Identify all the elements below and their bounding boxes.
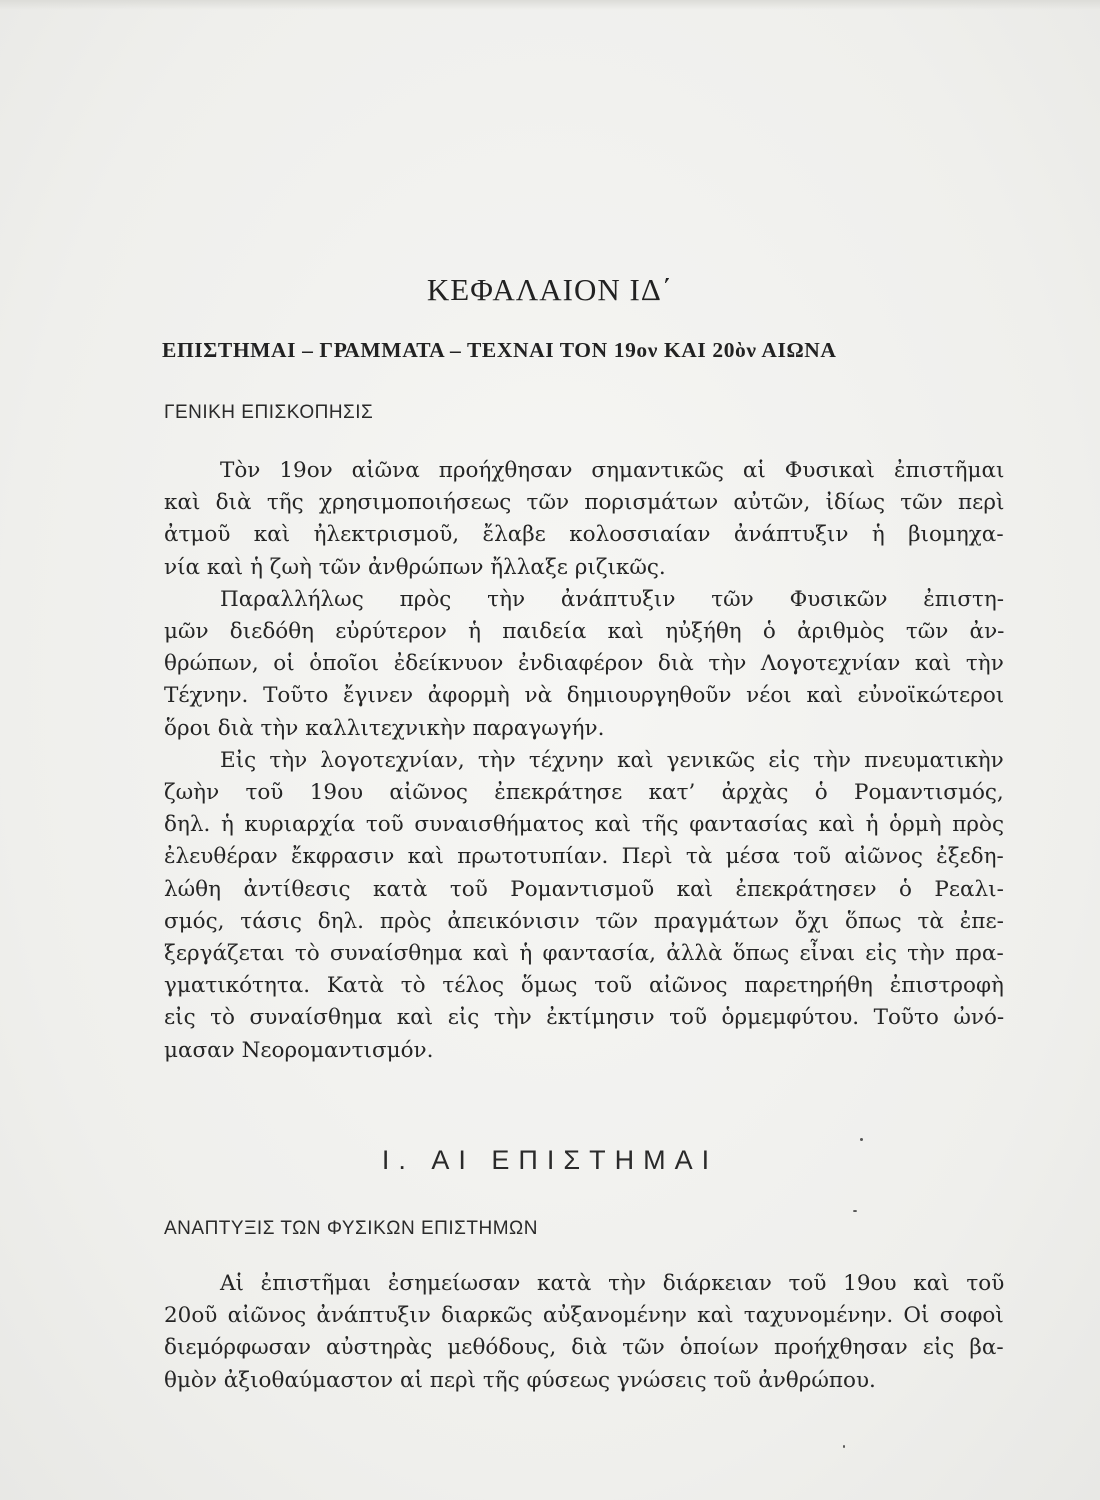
text-line: εἰς τὸ συναίσθημα καὶ εἰς τὴν ἐκτίμησιν τοῦ ὁρμεμφύτου. Τοῦτο ὠνό-	[164, 1005, 1005, 1031]
text-line: Αἱ ἐπιστῆμαι ἐσημείωσαν κατὰ τὴν διάρκειαν τοῦ 19ου καὶ τοῦ	[220, 1271, 1005, 1296]
text-line: 20οῦ αἰῶνος ἀνάπτυξιν διαρκῶς αὐξανομένην καὶ ταχυνομένην. Οἱ σοφοὶ	[164, 1303, 1004, 1329]
text-line: ἐλευθέραν ἔκφρασιν καὶ πρωτοτυπίαν. Περὶ τὰ μέσα τοῦ αἰῶνος ἐξεδη-	[164, 844, 1004, 870]
text-line: λώθη ἀντίθεσις κατὰ τοῦ Ρομαντισμοῦ καὶ ἐπεκράτησεν ὁ Ρεαλι-	[164, 876, 1004, 902]
overview-paragraph-1	[164, 455, 1004, 584]
overview-heading: ΓΕΝΙΚΗ ΕΠΙΣΚΟΠΗΣΙΣ	[164, 402, 374, 423]
text-line: Παραλλήλως πρὸς τὴν ἀνάπτυξιν τῶν Φυσικῶν ἐπιστη-	[220, 586, 1005, 612]
overview-paragraph-2	[164, 584, 1004, 745]
text-line: ὅροι διὰ τὴν καλλιτεχνικὴν παραγωγήν.	[164, 715, 605, 741]
text-line: θμὸν ἀξιοθαύμαστον αἱ περὶ τῆς φύσεως γνώσεις τοῦ ἀνθρώπου.	[164, 1367, 876, 1393]
overview-paragraph-3	[164, 745, 1004, 1067]
page-top-edge	[0, 0, 1100, 10]
text-line: Τὸν 19ον αἰῶνα προήχθησαν σημαντικῶς αἱ Φυσικαὶ ἐπιστῆμαι	[220, 458, 1005, 483]
print-speck	[853, 1210, 857, 1212]
text-line: νία καὶ ἡ ζωὴ τῶν ἀνθρώπων ἤλλαξε ριζικῶς.	[164, 554, 666, 580]
chapter-title: ΚΕΦΑΛΑΙΟΝ ΙΔ΄	[426, 272, 674, 307]
section-paragraph	[164, 1268, 1004, 1397]
text-line: ξεργάζεται τὸ συναίσθημα καὶ ἡ φαντασία, ἀλλὰ ὅπως εἶναι εἰς τὴν πρα-	[164, 941, 1004, 967]
text-line: Τέχνην. Τοῦτο ἔγινεν ἀφορμὴ νὰ δημιουργηθοῦν νέοι καὶ εὐνοϊκώτεροι	[164, 683, 1005, 709]
section-text	[164, 1268, 1004, 1397]
print-speck	[860, 1138, 863, 1141]
text-line: ἀτμοῦ καὶ ἠλεκτρισμοῦ, ἔλαβε κολοσσιαίαν ἀνάπτυξιν ἡ βιομηχα-	[164, 522, 1004, 548]
chapter-subtitle: ΕΠΙΣΤΗΜΑΙ – ΓΡΑΜΜΑΤΑ – ΤΕΧΝΑΙ ΤΟΝ 19ον ΚΑΙ 20ὸν ΑΙΩΝΑ	[162, 338, 837, 362]
text-line: θρώπων, οἱ ὁποῖοι ἐδείκνυον ἐνδιαφέρον διὰ τὴν Λογοτεχνίαν καὶ τὴν	[164, 651, 1004, 677]
text-line: Εἰς τὴν λογοτεχνίαν, τὴν τέχνην καὶ γενικῶς εἰς τὴν πνευματικὴν	[220, 747, 1004, 773]
text-line: μασαν Νεορομαντισμόν.	[164, 1037, 434, 1063]
section-heading: ΑΝΑΠΤΥΞΙΣ ΤΩΝ ΦΥΣΙΚΩΝ ΕΠΙΣΤΗΜΩΝ	[164, 1218, 538, 1239]
section-title: I. ΑΙ ΕΠΙΣΤΗΜΑΙ	[381, 1145, 719, 1175]
text-line: διεμόρφωσαν αὐστηρὰς μεθόδους, διὰ τῶν ὁποίων προήχθησαν εἰς βα-	[164, 1335, 1004, 1361]
print-speck	[843, 1445, 845, 1448]
text-line: γματικότητα. Κατὰ τὸ τέλος ὅμως τοῦ αἰῶνος παρετηρήθη ἐπιστροφὴ	[164, 973, 1004, 999]
text-line: ζωὴν τοῦ 19ου αἰῶνος ἐπεκράτησε κατ’ ἀρχὰς ὁ Ρομαντισμός,	[164, 780, 1004, 806]
text-line: μῶν διεδόθη εὐρύτερον ἡ παιδεία καὶ ηὐξήθη ὁ ἀριθμὸς τῶν ἀν-	[164, 619, 1005, 645]
text-line: σμός, τάσις δηλ. πρὸς ἀπεικόνισιν τῶν πραγμάτων ὄχι ὅπως τὰ ἐπε-	[164, 908, 1004, 934]
overview-text	[164, 455, 1004, 1067]
text-line: δηλ. ἡ κυριαρχία τοῦ συναισθήματος καὶ τῆς φαντασίας καὶ ἡ ὁρμὴ πρὸς	[164, 812, 1004, 838]
text-line: καὶ διὰ τῆς χρησιμοποιήσεως τῶν πορισμάτων αὐτῶν, ἰδίως τῶν περὶ	[164, 490, 1005, 516]
